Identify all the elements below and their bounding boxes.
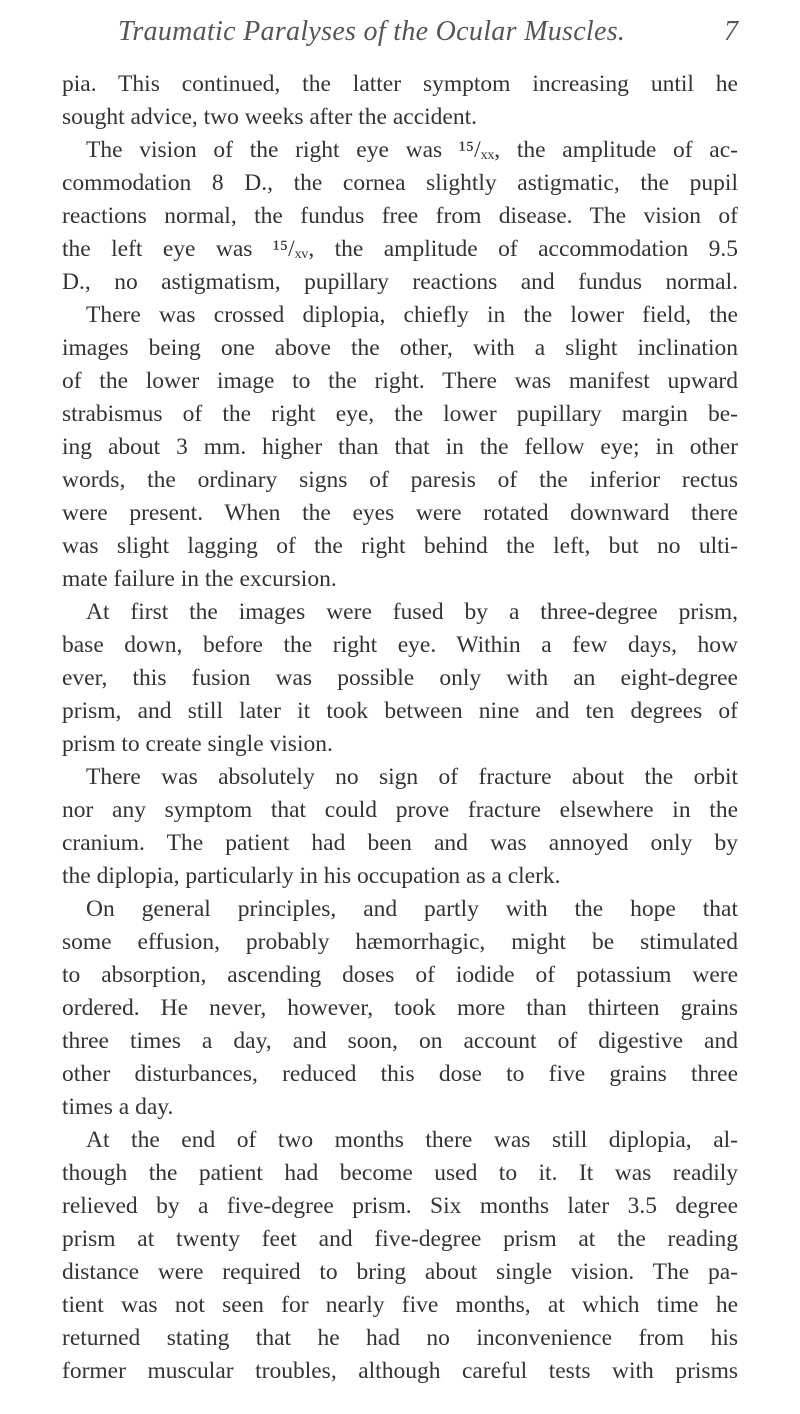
text-line: The vision of the right eye was ¹⁵/ₓₓ, the amplitude of ac-: [86, 137, 738, 163]
text-line: former muscular troubles, although careful tests with prisms: [62, 1358, 738, 1384]
text-line: was slight lagging of the right behind the left, but no ulti-: [62, 533, 738, 559]
text-line: were present. When the eyes were rotated downward there: [62, 500, 738, 526]
text-line: At first the images were fused by a three-degree prism,: [86, 599, 738, 625]
text-line: distance were required to bring about single vision. The pa-: [62, 1259, 738, 1285]
text-line: On general principles, and partly with the hope that: [86, 896, 738, 922]
text-line: times a day.: [62, 1094, 174, 1120]
running-head: [60, 16, 740, 56]
text-line: There was crossed diplopia, chiefly in the lower field, the: [86, 302, 738, 328]
text-line: words, the ordinary signs of paresis of the inferior rectus: [62, 467, 738, 493]
text-line: cranium. The patient had been and was annoyed only by: [62, 830, 738, 856]
text-line: base down, before the right eye. Within a few days, how: [62, 632, 738, 658]
text-line: reactions normal, the fundus free from disease. The vision of: [62, 203, 738, 229]
text-line: At the end of two months there was still diplopia, al-: [86, 1127, 738, 1153]
text-line: prism, and still later it took between nine and ten degrees of: [62, 698, 738, 724]
text-line: some effusion, probably hæmorrhagic, might be stimulated: [62, 929, 738, 955]
text-line: the left eye was ¹⁵/ₓᵥ, the amplitude of accommodation 9.5: [62, 236, 738, 262]
text-line: ever, this fusion was possible only with an eight-degree: [62, 665, 738, 691]
text-line: mate failure in the excursion.: [62, 566, 337, 592]
text-line: strabismus of the right eye, the lower pupillary margin be-: [62, 401, 738, 427]
text-line: though the patient had become used to it. It was readily: [62, 1160, 738, 1186]
text-line: prism to create single vision.: [62, 731, 333, 757]
text-line: sought advice, two weeks after the accident.: [62, 104, 478, 130]
text-line: of the lower image to the right. There was manifest upward: [62, 368, 738, 394]
page-number: 7: [724, 16, 738, 47]
running-title: Traumatic Paralyses of the Ocular Muscles.: [118, 16, 626, 47]
text-line: D., no astigmatism, pupillary reactions and fundus normal.: [62, 269, 738, 295]
text-line: commodation 8 D., the cornea slightly astigmatic, the pupil: [62, 170, 738, 196]
text-line: prism at twenty feet and five-degree prism at the reading: [62, 1226, 738, 1252]
text-line: There was absolutely no sign of fracture about the orbit: [86, 764, 738, 790]
text-line: other disturbances, reduced this dose to five grains three: [62, 1061, 738, 1087]
text-line: returned stating that he had no inconvenience from his: [62, 1325, 738, 1351]
text-line: three times a day, and soon, on account of digestive and: [62, 1028, 738, 1054]
text-line: ordered. He never, however, took more than thirteen grains: [62, 995, 738, 1021]
text-line: tient was not seen for nearly five months, at which time he: [62, 1292, 738, 1318]
text-line: the diplopia, particularly in his occupation as a clerk.: [62, 863, 561, 889]
body-text: [62, 68, 738, 1388]
text-line: pia. This continued, the latter symptom increasing until he: [62, 71, 738, 97]
text-line: ing about 3 mm. higher than that in the fellow eye; in other: [62, 434, 738, 460]
text-line: relieved by a five-degree prism. Six months later 3.5 degree: [62, 1193, 738, 1219]
text-line: to absorption, ascending doses of iodide of potassium were: [62, 962, 738, 988]
text-line: images being one above the other, with a slight inclination: [62, 335, 738, 361]
text-line: nor any symptom that could prove fracture elsewhere in the: [62, 797, 738, 823]
